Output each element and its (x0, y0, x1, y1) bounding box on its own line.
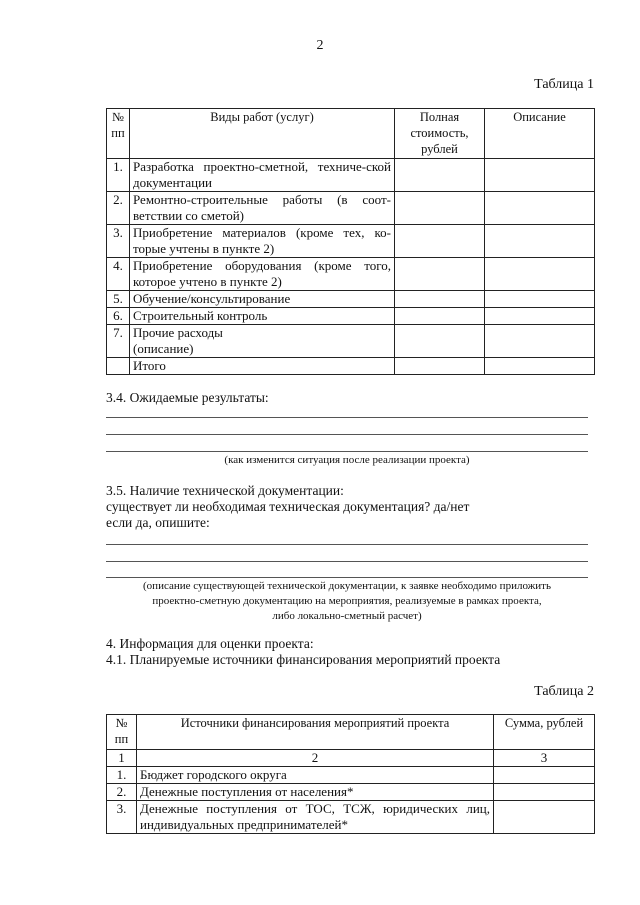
table-row (107, 308, 595, 325)
section-3-5-caption-2: проектно-сметную документацию на мероприятия, реализуемые в рамках проекта, (152, 595, 542, 607)
row-work: Итого (130, 358, 395, 375)
table-row (107, 767, 595, 784)
row-number: 5. (107, 291, 130, 308)
section-4-1-heading: 4.1. Планируемые источники финансирования мероприятий проекта (106, 652, 501, 667)
answer-line[interactable] (106, 434, 588, 435)
table-row (107, 192, 595, 225)
table-row (107, 801, 595, 834)
description-cell[interactable] (485, 358, 595, 375)
section-3-5-prompt: если да, опишите: (106, 515, 210, 530)
row-work: Прочие расходы (описание) (130, 325, 395, 358)
row-source: Бюджет городского округа (137, 767, 494, 784)
table2-index-row (107, 750, 595, 767)
row-work: Разработка проектно-сметной, техниче-ской документации (130, 159, 395, 192)
row-source: Денежные поступления от ТОС, ТСЖ, юридических лиц, индивидуальных предпринимателей* (137, 801, 494, 834)
index-cell: 1 (107, 750, 137, 767)
table1-header-work: Виды работ (услуг) (130, 109, 395, 159)
cost-cell[interactable] (395, 225, 485, 258)
section-3-5-caption-3: либо локально-сметный расчет) (272, 610, 422, 622)
table-total-row (107, 358, 595, 375)
table-row (107, 225, 595, 258)
table1-header-cost: Полная стоимость, рублей (395, 109, 485, 159)
description-cell[interactable] (485, 308, 595, 325)
section-3-5-caption-1: (описание существующей технической документации, к заявке необходимо приложить (143, 580, 551, 592)
table2-header-row (107, 715, 595, 750)
row-work: Приобретение оборудования (кроме того, которое учтено в пункте 2) (130, 258, 395, 291)
index-cell: 3 (494, 750, 595, 767)
table2 (106, 714, 595, 834)
row-number: 1. (107, 159, 130, 192)
answer-line[interactable] (106, 417, 588, 418)
page-number: 2 (316, 38, 324, 53)
sum-cell[interactable] (494, 801, 595, 834)
description-cell[interactable] (485, 159, 595, 192)
sum-cell[interactable] (494, 767, 595, 784)
row-number: 1. (107, 767, 137, 784)
description-cell[interactable] (485, 192, 595, 225)
row-number: 4. (107, 258, 130, 291)
table1-header-num: № пп (107, 109, 130, 159)
description-cell[interactable] (485, 258, 595, 291)
table1 (106, 108, 595, 375)
section-4-heading: 4. Информация для оценки проекта: (106, 636, 314, 651)
description-cell[interactable] (485, 325, 595, 358)
row-work: Строительный контроль (130, 308, 395, 325)
table1-caption: Таблица 1 (534, 77, 594, 92)
table2-header-num: № пп (107, 715, 137, 750)
table-row (107, 159, 595, 192)
table2-caption: Таблица 2 (534, 684, 594, 699)
sum-cell[interactable] (494, 784, 595, 801)
row-work: Ремонтно-строительные работы (в соот-ветствии со сметой) (130, 192, 395, 225)
table-row (107, 258, 595, 291)
row-number (107, 358, 130, 375)
table1-header-desc: Описание (485, 109, 595, 159)
description-cell[interactable] (485, 225, 595, 258)
section-3-5-heading: 3.5. Наличие технической документации: (106, 483, 344, 498)
row-number: 2. (107, 784, 137, 801)
row-work: Обучение/консультирование (130, 291, 395, 308)
cost-cell[interactable] (395, 258, 485, 291)
row-number: 6. (107, 308, 130, 325)
cost-cell[interactable] (395, 308, 485, 325)
table1-header-row (107, 109, 595, 159)
row-number: 3. (107, 801, 137, 834)
row-number: 7. (107, 325, 130, 358)
cost-cell[interactable] (395, 291, 485, 308)
cost-cell[interactable] (395, 192, 485, 225)
answer-line[interactable] (106, 544, 588, 545)
table2-header-sum: Сумма, рублей (494, 715, 595, 750)
section-3-4-caption: (как изменится ситуация после реализации проекта) (224, 454, 470, 466)
table-row (107, 291, 595, 308)
answer-line[interactable] (106, 577, 588, 578)
row-number: 2. (107, 192, 130, 225)
table-row (107, 784, 595, 801)
answer-line[interactable] (106, 561, 588, 562)
table2-header-source: Источники финансирования мероприятий проекта (137, 715, 494, 750)
cost-cell[interactable] (395, 159, 485, 192)
cost-cell[interactable] (395, 325, 485, 358)
row-work: Приобретение материалов (кроме тех, ко-торые учтены в пункте 2) (130, 225, 395, 258)
table-row (107, 325, 595, 358)
description-cell[interactable] (485, 291, 595, 308)
index-cell: 2 (137, 750, 494, 767)
section-3-5-question: существует ли необходимая техническая документация? да/нет (106, 499, 470, 514)
cost-cell[interactable] (395, 358, 485, 375)
answer-line[interactable] (106, 451, 588, 452)
row-source: Денежные поступления от населения* (137, 784, 494, 801)
section-3-4-heading: 3.4. Ожидаемые результаты: (106, 390, 269, 405)
row-number: 3. (107, 225, 130, 258)
